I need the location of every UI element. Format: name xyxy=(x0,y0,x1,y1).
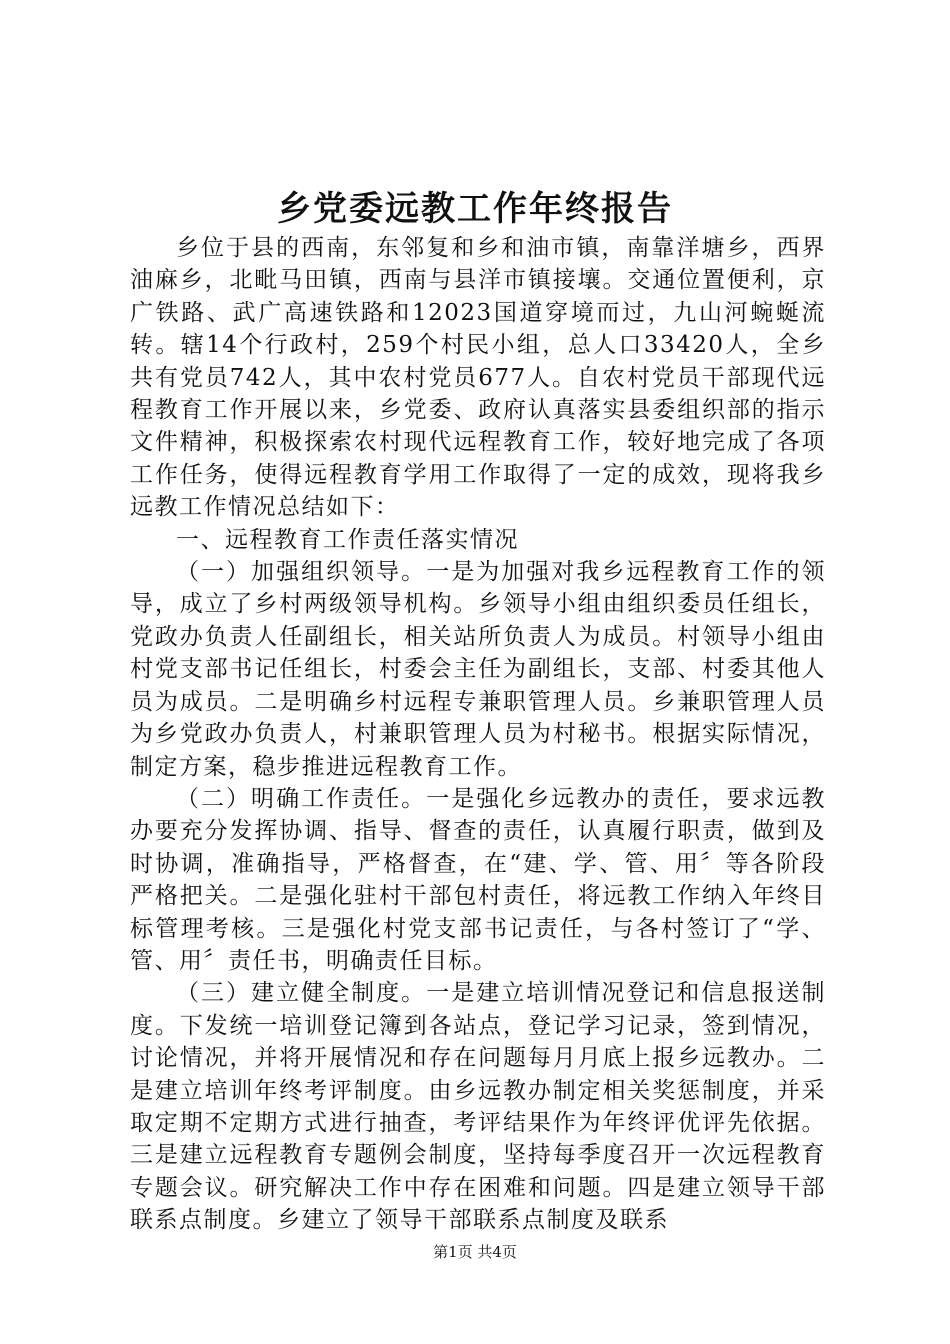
section-heading: 一、远程教育工作责任落实情况 xyxy=(176,526,519,553)
document-title: 乡党委远教工作年终报告 xyxy=(277,189,673,229)
paragraph-intro: 乡位于县的西南，东邻复和乡和油市镇，南靠洋塘乡，西界油麻乡，北毗马田镇，西南与县洋市镇接壤。交通位置便利，京广铁路、武广高速铁路和12023国道穿境而过，九山河蜿蜒流转。辖14个行政村，259个村民小组，总人口33420人，全乡共有党员742人，其中农村党员677人。自农村党员干部现代远程教育工作开展以来，乡党委、政府认真落实县委组织部的指示文件精神，积极探索农村现代远程教育工作，较好地完成了各项工作任务，使得远程教育学用工作取得了一定的成效，现将我乡远教工作情况总结如下： xyxy=(130,235,826,521)
document-body xyxy=(130,232,826,1237)
page-footer: 第1页 共4页 xyxy=(433,1243,517,1261)
paragraph-responsibility: （二）明确工作责任。一是强化乡远教办的责任，要求远教办要充分发挥协调、指导、督查的责任，认真履行职责，做到及时协调，准确指导，严格督查，在“建、学、管、用〞等各阶段严格把关。二是强化驻村干部包村责任，将远教工作纳入年终目标管理考核。三是强化村党支部书记责任，与各村签订了“学、管、用〞责任书，明确责任目标。 xyxy=(130,785,826,974)
paragraph-organization: （一）加强组织领导。一是为加强对我乡远程教育工作的领导，成立了乡村两级领导机构。乡领导小组由组织委员任组长，党政办负责人任副组长，相关站所负责人为成员。村领导小组由村党支部书记任组长，村委会主任为副组长，支部、村委其他人员为成员。二是明确乡村远程专兼职管理人员。乡兼职管理人员为乡党政办负责人，村兼职管理人员为村秘书。根据实际情况，制定方案，稳步推进远程教育工作。 xyxy=(130,559,826,780)
paragraph-system: （三）建立健全制度。一是建立培训情况登记和信息报送制度。下发统一培训登记簿到各站点，登记学习记录，签到情况，讨论情况，并将开展情况和存在问题每月月底上报乡远教办。二是建立培训年终考评制度。由乡远教办制定相关奖惩制度，并采取定期不定期方式进行抽查，考评结果作为年终评优评先依据。三是建立远程教育专题例会制度，坚持每季度召开一次远程教育专题会议。研究解决工作中存在困难和问题。四是建立领导干部联系点制度。乡建立了领导干部联系点制度及联系 xyxy=(130,980,826,1234)
